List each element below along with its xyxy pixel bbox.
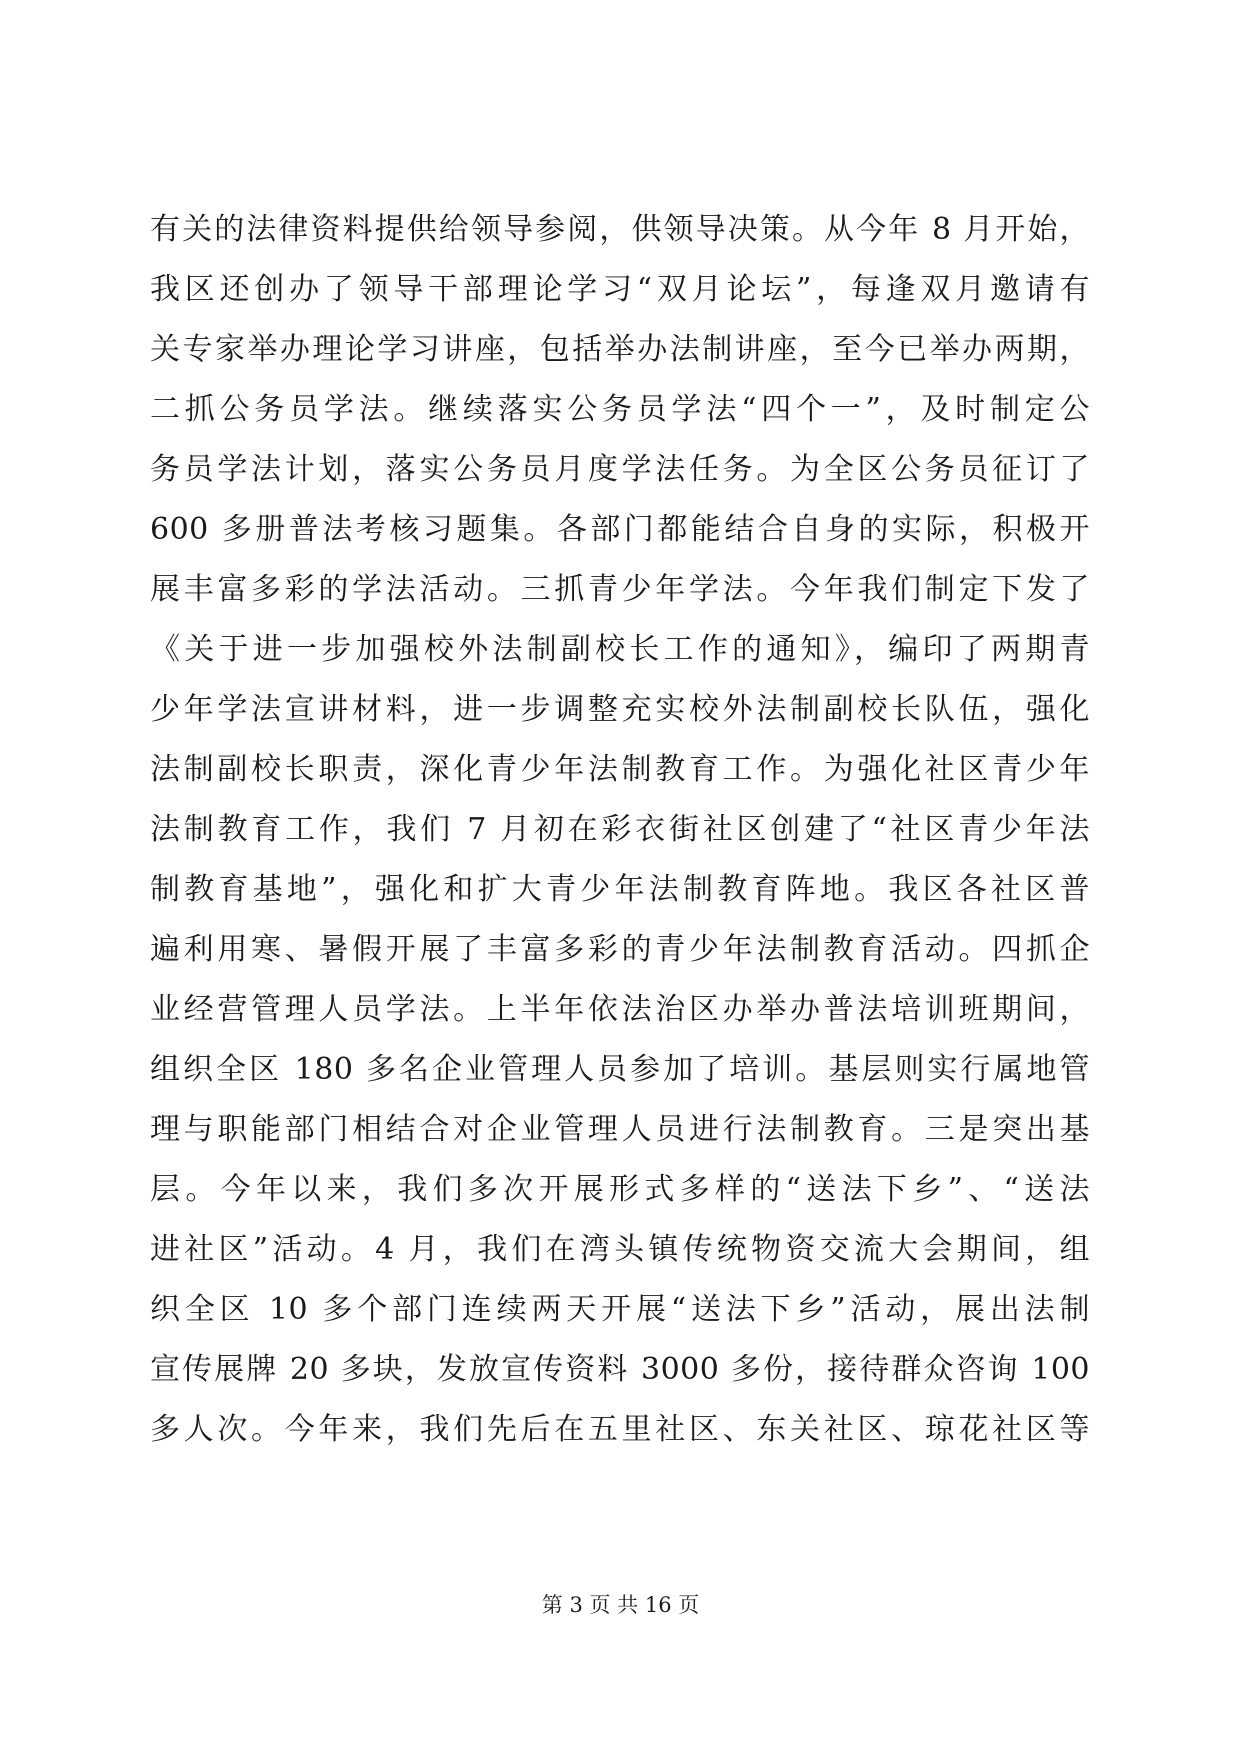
text-line: 有关的法律资料提供给领导参阅，供领导决策。从今年 8 月开始， [150,212,1090,247]
text-line: 层。今年以来，我们多次开展形式多样的“送法下乡”、“送法 [150,1172,1090,1207]
text-line: 我区还创办了领导干部理论学习“双月论坛”，每逢双月邀请有 [150,272,1090,307]
text-line: 理与职能部门相结合对企业管理人员进行法制教育。三是突出基 [150,1112,1090,1147]
body-text [150,200,1090,1460]
text-line: 宣传展牌 20 多块，发放宣传资料 3000 多份，接待群众咨询 100 [150,1352,1090,1387]
text-line: 组织全区 180 多名企业管理人员参加了培训。基层则实行属地管 [150,1052,1090,1087]
text-line: 展丰富多彩的学法活动。三抓青少年学法。今年我们制定下发了 [150,572,1090,607]
text-line: 少年学法宣讲材料，进一步调整充实校外法制副校长队伍，强化 [150,692,1090,727]
text-line: 业经营管理人员学法。上半年依法治区办举办普法培训班期间， [150,992,1090,1027]
text-line: 关专家举办理论学习讲座，包括举办法制讲座，至今已举办两期， [150,332,1090,367]
text-line: 二抓公务员学法。继续落实公务员学法“四个一”，及时制定公 [150,392,1090,427]
text-line: 制教育基地”，强化和扩大青少年法制教育阵地。我区各社区普 [150,872,1090,907]
text-line: 遍利用寒、暑假开展了丰富多彩的青少年法制教育活动。四抓企 [150,932,1090,967]
text-line: 多人次。今年来，我们先后在五里社区、东关社区、琼花社区等 [150,1412,1090,1447]
text-line: 进社区”活动。4 月，我们在湾头镇传统物资交流大会期间，组 [150,1232,1090,1267]
text-line: 600 多册普法考核习题集。各部门都能结合自身的实际，积极开 [150,512,1090,547]
text-line: 法制副校长职责，深化青少年法制教育工作。为强化社区青少年 [150,752,1090,787]
text-line: 务员学法计划，落实公务员月度学法任务。为全区公务员征订了 [150,452,1090,487]
page-number-footer: 第 3 页 共 16 页 [541,1593,700,1617]
text-line: 《关于进一步加强校外法制副校长工作的通知》，编印了两期青 [150,632,1090,667]
text-line: 法制教育工作，我们 7 月初在彩衣街社区创建了“社区青少年法 [150,812,1090,847]
text-line: 织全区 10 多个部门连续两天开展“送法下乡”活动，展出法制 [150,1292,1090,1327]
